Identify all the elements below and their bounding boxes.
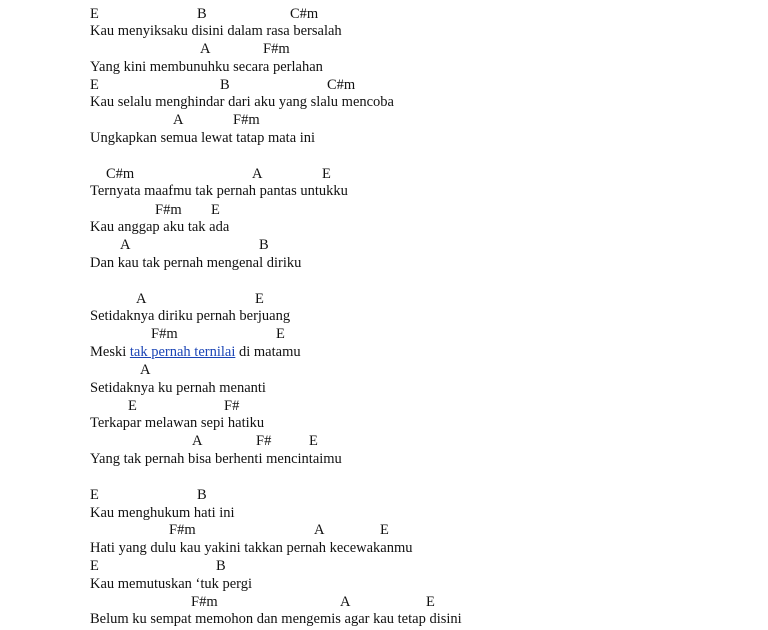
chord: B xyxy=(216,558,226,574)
chord: B xyxy=(259,237,269,253)
chord: E xyxy=(380,522,389,538)
chord: C#m xyxy=(290,6,319,22)
chord: B xyxy=(197,487,207,503)
chord: A xyxy=(252,166,263,182)
lyric-line xyxy=(90,343,301,361)
chord: F#m xyxy=(191,594,218,610)
chord: C#m xyxy=(106,166,135,182)
chord: F#m xyxy=(263,41,290,57)
chord: A xyxy=(340,594,351,610)
chord: A xyxy=(173,112,184,128)
chord: F#m xyxy=(169,522,196,538)
lyric-line: Kau menghukum hati ini xyxy=(90,505,235,521)
chord: E xyxy=(128,398,137,414)
chord: A xyxy=(140,362,151,378)
lyric-text: Meski xyxy=(90,344,130,360)
lyric-line: Setidaknya ku pernah menanti xyxy=(90,380,266,396)
chord: F#m xyxy=(151,326,178,342)
chord: F# xyxy=(256,433,272,449)
lyric-line: Terkapar melawan sepi hatiku xyxy=(90,415,265,431)
chord: A xyxy=(314,522,325,538)
lyric-line: Yang tak pernah bisa berhenti mencintaimu xyxy=(90,451,342,467)
chord: E xyxy=(90,77,99,93)
lyric-line: Dan kau tak pernah mengenal diriku xyxy=(90,255,302,271)
chord: E xyxy=(309,433,318,449)
lyric-line: Kau memutuskan ‘tuk pergi xyxy=(90,576,253,592)
chord: E xyxy=(90,487,99,503)
chord: E xyxy=(276,326,285,342)
lyric-line: Belum ku sempat memohon dan mengemis agar kau tetap disini xyxy=(90,611,462,627)
chord: F#m xyxy=(233,112,260,128)
chord: E xyxy=(211,202,220,218)
chord: E xyxy=(426,594,435,610)
chord: A xyxy=(120,237,131,253)
lyric-text: di matamu xyxy=(235,344,301,360)
chord: C#m xyxy=(327,77,356,93)
lyric-line: Kau selalu menghindar dari aku yang slalu mencoba xyxy=(90,94,394,110)
chord: E xyxy=(90,6,99,22)
chord: B xyxy=(220,77,230,93)
chord: E xyxy=(90,558,99,574)
chord: E xyxy=(255,291,264,307)
inline-link[interactable]: tak pernah ternilai xyxy=(129,344,236,360)
chord: E xyxy=(322,166,331,182)
lyric-line: Kau anggap aku tak ada xyxy=(90,219,230,235)
chord: B xyxy=(197,6,207,22)
chord: A xyxy=(200,41,211,57)
lyric-line: Kau menyiksaku disini dalam rasa bersalah xyxy=(90,23,342,39)
lyric-line: Yang kini membunuhku secara perlahan xyxy=(90,59,323,75)
chord: A xyxy=(192,433,203,449)
chord: A xyxy=(136,291,147,307)
lyric-line: Ternyata maafmu tak pernah pantas untukku xyxy=(90,183,348,199)
lyric-line: Ungkapkan semua lewat tatap mata ini xyxy=(90,130,316,146)
lyric-line: Hati yang dulu kau yakini takkan pernah kecewakanmu xyxy=(90,540,413,556)
chord: F# xyxy=(224,398,240,414)
lyric-line: Setidaknya diriku pernah berjuang xyxy=(90,308,291,324)
chord: F#m xyxy=(155,202,182,218)
